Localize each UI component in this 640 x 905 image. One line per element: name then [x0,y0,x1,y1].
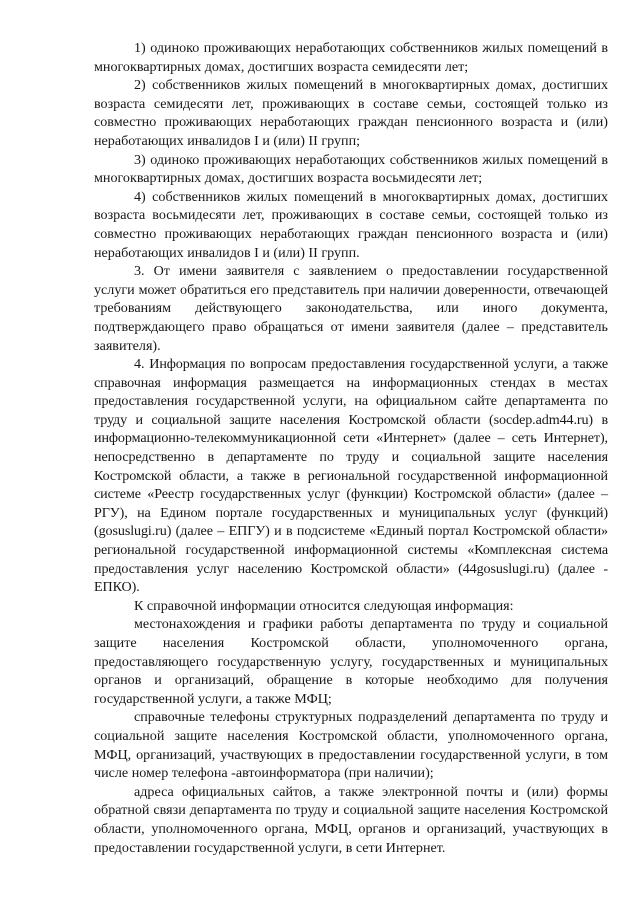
paragraph-item-4-information: 4. Информация по вопросам предоставления государственной услуги, а также справочная информация размещается на информационных стендах в местах предоставления государственной услуги, на официальном сайте департамента по труду и социальной защите населения Костромской области (socdep.adm44.ru) в информационно-телекоммуникационной сети «Интернет» (далее – сеть Интернет), непосредственно в департаменте по труду и социальной защите населения Костромской области, а также в региональной государственной информационной системе «Реестр государственных услуг (функции) Костромской области» (далее – РГУ), на Едином портале государственных и муниципальных услуг (функций) (gosuslugi.ru) (далее – ЕПГУ) и в подсистеме «Единый портал Костромской области» региональной государственной информационной системы «Комплексная система предоставления услуг населению Костромской области» (44gosuslugi.ru) (далее - ЕПКО). [94,356,608,596]
paragraph-subitem-1: 1) одиноко проживающих неработающих собственников жилых помещений в многоквартирных домах, достигших возраста семидесяти лет; [94,40,608,75]
paragraph-subitem-2: 2) собственников жилых помещений в многоквартирных домах, достигших возраста семидесяти лет, проживающих в составе семьи, состоящей только из совместно проживающих неработающих граждан пенсионного возраста и (или) неработающих инвалидов I и (или) II групп; [94,77,608,149]
paragraph-reference-info-intro: К справочной информации относится следующая информация: [134,597,514,614]
paragraph-reference-websites: адреса официальных сайтов, а также электронной почты и (или) формы обратной связи департамента по труду и социальной защите населения Костромской области, уполномоченного органа, МФЦ, органов и организаций, участвующих в предоставлении государственной услуги, в сети Интернет. [94,783,608,856]
paragraph-reference-locations: местонахождения и графики работы департамента по труду и социальной защите населения Костромской области, уполномоченного органа, предоставляющего государственную услугу, государственных и муниципальных органов и организаций, обращение в которые необходимо для получения государственной услуги, а также МФЦ; [94,616,608,707]
paragraph-subitem-4: 4) собственников жилых помещений в многоквартирных домах, достигших возраста восьмидесяти лет, проживающих в составе семьи, состоящей только из совместно проживающих неработающих граждан пенсионного возраста и (или) неработающих инвалидов I и (или) II групп. [94,188,608,261]
paragraph-item-3-representative: 3. От имени заявителя с заявлением о предоставлении государственной услуги может обратиться его представитель при наличии доверенности, отвечающей требованиям действующего законодательства, или иного документа, подтверждающего право обращаться от имени заявителя (далее – представитель заявителя). [94,263,608,354]
paragraph-subitem-3: 3) одиноко проживающих неработающих собственников жилых помещений в многоквартирных домах, достигших возраста восьмидесяти лет; [94,151,608,187]
paragraph-reference-phones: справочные телефоны структурных подразделений департамента по труду и социальной защите населения Костромской области, уполномоченного органа, МФЦ, организаций, участвующих в предоставлении государственной услуги, в том числе номер телефона -автоинформатора (при наличии); [94,709,608,782]
